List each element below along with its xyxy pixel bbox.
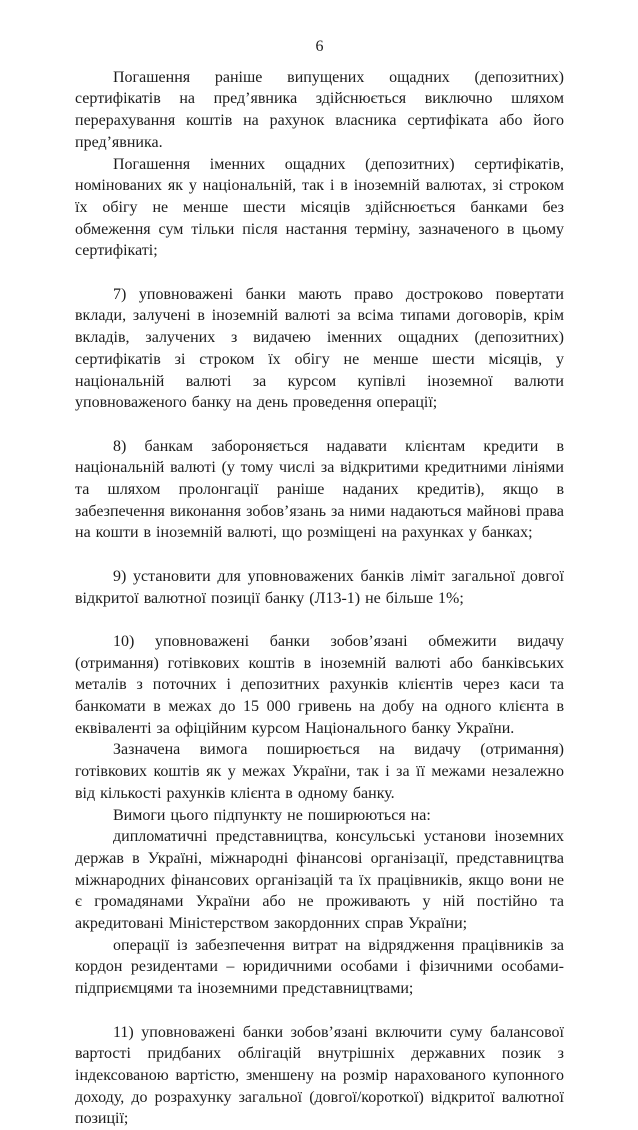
paragraph-redemption-registered-certificates: Погашення іменних ощадних (депозитних) сертифікатів, номінованих як у національній, так і в іноземній валютах, зі строком їх обігу не менше шести місяців здійснюється банками без обмеження сум тільки після настання терміну, зазначеного в цьому сертифікаті;: [75, 155, 564, 260]
paragraph-item-11: 11) уповноважені банки зобов’язані включити суму балансової вартості придбаних облігацій внутрішніх державних позик з індексованою вартістю, зменшену на розмір нарахованого купонного доходу, до розрахунку загальної (довгої/короткої) відкритої валютної позиції;: [75, 1023, 564, 1128]
paragraph-requirement-scope: Зазначена вимога поширюється на видачу (отримання) готівкових коштів як у межах України, так і за її межами незалежно від кількості рахунків клієнта в одному банку.: [75, 741, 564, 802]
paragraph-item-9: 9) установити для уповноважених банків ліміт загальної довгої відкритої валютної позиції банку (Л13-1) не більше 1%;: [75, 567, 564, 607]
paragraph-redemption-bearer-certificates: Погашення раніше випущених ощадних (депозитних) сертифікатів на пред’явника здійснюється виключно шляхом перерахування коштів на рахунок власника сертифіката або його пред’явника.: [75, 68, 564, 151]
paragraph-exception-diplomatic: дипломатичні представництва, консульські установи іноземних держав в Україні, міжнародні фінансові організації, представництва міжнародних фінансових організацій та їх працівників, якщо вони не є громадянами України або не проживають у ній постійно та акредитовані Міністерством закордонних справ України;: [75, 828, 564, 933]
paragraph-item-8: 8) банкам забороняється надавати клієнтам кредити в національній валюті (у тому числі за відкритими кредитними лініями та шляхом пролонгації раніше наданих кредитів), якщо в забезпечення виконання зобов’язань за ними надаються майнові права на кошти в іноземній валюті, що розміщені на рахунках у банках;: [75, 437, 564, 542]
paragraph-exceptions-intro: Вимоги цього підпункту не поширюються на:: [113, 806, 431, 824]
page-number: 6: [315, 38, 324, 55]
paragraph-item-7: 7) уповноважені банки мають право достроково повертати вклади, залучені в іноземній валюті за всіма типами договорів, крім вкладів, залучених з видачею іменних ощадних (депозитних) сертифікатів зі строком їх обігу не менше шести місяців, у національній валюті за курсом купівлі іноземної валюти уповноваженого банку на день проведення операції;: [75, 285, 564, 412]
paragraph-item-10: 10) уповноважені банки зобов’язані обмежити видачу (отримання) готівкових коштів в іноземній валюті або банківських металів з поточних і депозитних рахунків клієнтів через каси та банкомати в межах до 15 000 гривень на добу на одного клієнта в еквіваленті за офіційним курсом Національного банку України.: [75, 632, 564, 737]
paragraph-exception-business-trips: операції із забезпечення витрат на відрядження працівників за кордон резидентами – юридичними особами і фізичними особами-підприємцями та іноземними представництвами;: [75, 936, 564, 998]
